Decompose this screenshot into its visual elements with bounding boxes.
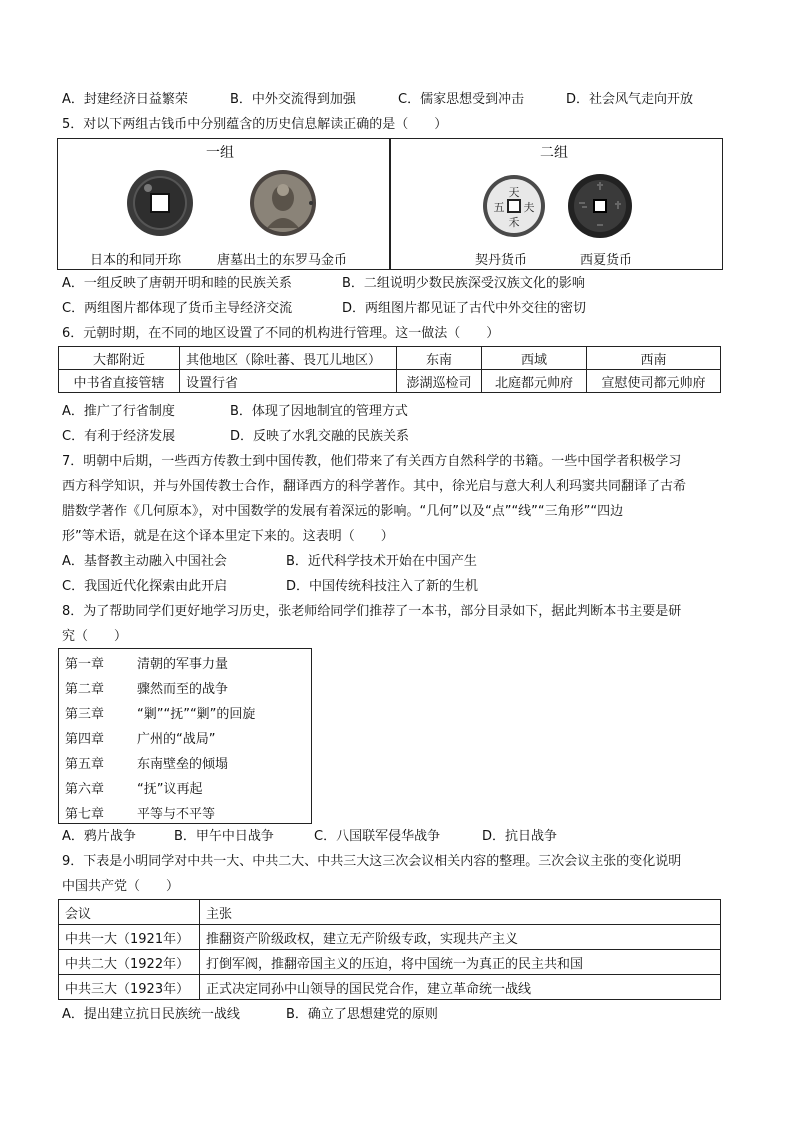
q8-option-d: D．抗日战争 [482, 829, 558, 844]
q7-options-row2 [62, 578, 478, 596]
liao-coin-char-top: 天 [508, 186, 520, 199]
q9-option-b: B．确立了思想建党的原则 [286, 1007, 438, 1022]
q4-option-c: C．儒家思想受到冲击 [398, 92, 525, 107]
q5-options-row1 [62, 275, 585, 293]
q7-option-d: D．中国传统科技注入了新的生机 [286, 579, 479, 594]
q9-header-cell: 主张 [200, 900, 721, 925]
coin-caption-2: 唐墓出土的东罗马金币 [217, 253, 348, 268]
q5-stem: 5．对以下两组古钱币中分别蕴含的历史信息解读正确的是（ ） [62, 117, 448, 132]
q9-header-cell: 会议 [59, 900, 200, 925]
q9-options-row1 [62, 1006, 438, 1024]
liao-coin-char-left: 五 [493, 201, 505, 214]
group2-title: 二组 [540, 145, 568, 161]
ccp-congress-table [58, 899, 721, 1000]
q7-options-row1 [62, 553, 477, 571]
q7-line: 形”等术语，就是在这个译本里定下来的。这表明（ ） [62, 529, 394, 544]
q7-option-c: C．我国近代化探索由此开启 [62, 579, 228, 594]
liao-coin-image [482, 174, 546, 238]
q6-option-a: A．推广了行省制度 [62, 404, 175, 419]
q6-row-cell: 设置行省 [180, 370, 397, 393]
coin-caption-1: 日本的和同开珎 [90, 253, 182, 268]
q6-header-cell: 其他地区（除吐蕃、畏兀儿地区） [180, 347, 397, 370]
group1-title: 一组 [206, 145, 234, 161]
q5-options-row2 [62, 300, 586, 318]
q5-option-c: C．两组图片都体现了货币主导经济交流 [62, 301, 293, 316]
q8-option-c: C．八国联军侵华战争 [314, 829, 441, 844]
wado-kaichin-coin-image [126, 168, 194, 238]
q5-option-d: D．两组图片都见证了古代中外交往的密切 [342, 301, 587, 316]
q6-header-cell: 西南 [587, 347, 721, 370]
toc-item: 第一章 清朝的军事力量 [65, 657, 229, 672]
q9-line: 中国共产党（ ） [62, 879, 180, 894]
q6-header-cell: 东南 [397, 347, 482, 370]
q5-option-a: A．一组反映了唐朝开明和睦的民族关系 [62, 276, 292, 291]
q4-option-a: A．封建经济日益繁荣 [62, 92, 188, 107]
q9-row-cell: 中共一大（1921年） [59, 925, 200, 950]
toc-item: 第五章 东南壁垒的倾塌 [65, 757, 229, 772]
toc-item: 第六章 “抚”议再起 [65, 782, 203, 797]
q7-line: 西方科学知识，并与外国传教士合作，翻译西方的科学著作。其中，徐光启与意大利人利玛窦共同翻译了古希 [62, 479, 687, 494]
coin-caption-4: 西夏货币 [580, 253, 633, 268]
liao-coin-char-right: 夫 [523, 201, 535, 214]
q9-row-cell: 正式决定同孙中山领导的国民党合作，建立革命统一战线 [200, 975, 721, 1000]
q9-row-cell: 中共二大（1922年） [59, 950, 200, 975]
q7-option-b: B．近代科学技术开始在中国产生 [286, 554, 477, 569]
yuan-admin-table [58, 346, 721, 393]
q6-header-cell: 西域 [482, 347, 587, 370]
q6-row-cell: 中书省直接管辖 [59, 370, 180, 393]
q9-row-cell: 中共三大（1923年） [59, 975, 200, 1000]
q6-options-row1 [62, 403, 408, 421]
q6-option-b: B．体现了因地制宜的管理方式 [230, 404, 408, 419]
q7-option-a: A．基督教主动融入中国社会 [62, 554, 227, 569]
western-xia-coin-image [567, 173, 633, 239]
byzantine-gold-coin-image [249, 168, 317, 238]
q4-option-b: B．中外交流得到加强 [230, 92, 356, 107]
toc-item: 第四章 广州的“战局” [65, 732, 216, 747]
q9-row-cell: 打倒军阀，推翻帝国主义的压迫，将中国统一为真正的民主共和国 [200, 950, 721, 975]
q5-option-b: B．二组说明少数民族深受汉族文化的影响 [342, 276, 585, 291]
q9-row-cell: 推翻资产阶级政权，建立无产阶级专政，实现共产主义 [200, 925, 721, 950]
q8-option-a: A．鸦片战争 [62, 829, 136, 844]
liao-coin-char-bottom: 禾 [508, 216, 520, 229]
q9-line: 9．下表是小明同学对中共一大、中共二大、中共三大这三次会议相关内容的整理。三次会议主张的变化说明 [62, 854, 682, 869]
q7-line: 7．明朝中后期，一些西方传教士到中国传教，他们带来了有关西方自然科学的书籍。一些中国学者积极学习 [62, 454, 682, 469]
q8-option-b: B．甲午中日战争 [174, 829, 274, 844]
toc-item: 第二章 骤然而至的战争 [65, 682, 229, 697]
coin-caption-3: 契丹货币 [475, 253, 528, 268]
q6-option-c: C．有利于经济发展 [62, 429, 176, 444]
q6-options-row2 [62, 428, 409, 446]
q6-row-cell: 北庭都元帅府 [482, 370, 587, 393]
q6-header-cell: 大都附近 [59, 347, 180, 370]
q8-line: 究（ ） [62, 629, 128, 644]
q6-row-cell: 澎湖巡检司 [397, 370, 482, 393]
q4-options [62, 91, 693, 109]
q6-row-cell: 宣慰使司都元帅府 [587, 370, 721, 393]
toc-item: 第七章 平等与不平等 [65, 807, 216, 822]
q8-line: 8．为了帮助同学们更好地学习历史，张老师给同学们推荐了一本书，部分目录如下，据此判断本书主要是研 [62, 604, 682, 619]
toc-item: 第三章 “剿”“抚”“剿”的回旋 [65, 707, 256, 722]
q6-stem: 6．元朝时期，在不同的地区设置了不同的机构进行管理。这一做法（ ） [62, 326, 500, 341]
q6-option-d: D．反映了水乳交融的民族关系 [230, 429, 410, 444]
q7-line: 腊数学著作《几何原本》，对中国数学的发展有着深远的影响。“几何”以及“点”“线”“三角形”“四边 [62, 504, 624, 519]
q9-option-a: A．提出建立抗日民族统一战线 [62, 1007, 240, 1022]
q4-option-d: D．社会风气走向开放 [566, 92, 694, 107]
q8-options [62, 828, 557, 846]
book-toc-box [58, 648, 312, 824]
